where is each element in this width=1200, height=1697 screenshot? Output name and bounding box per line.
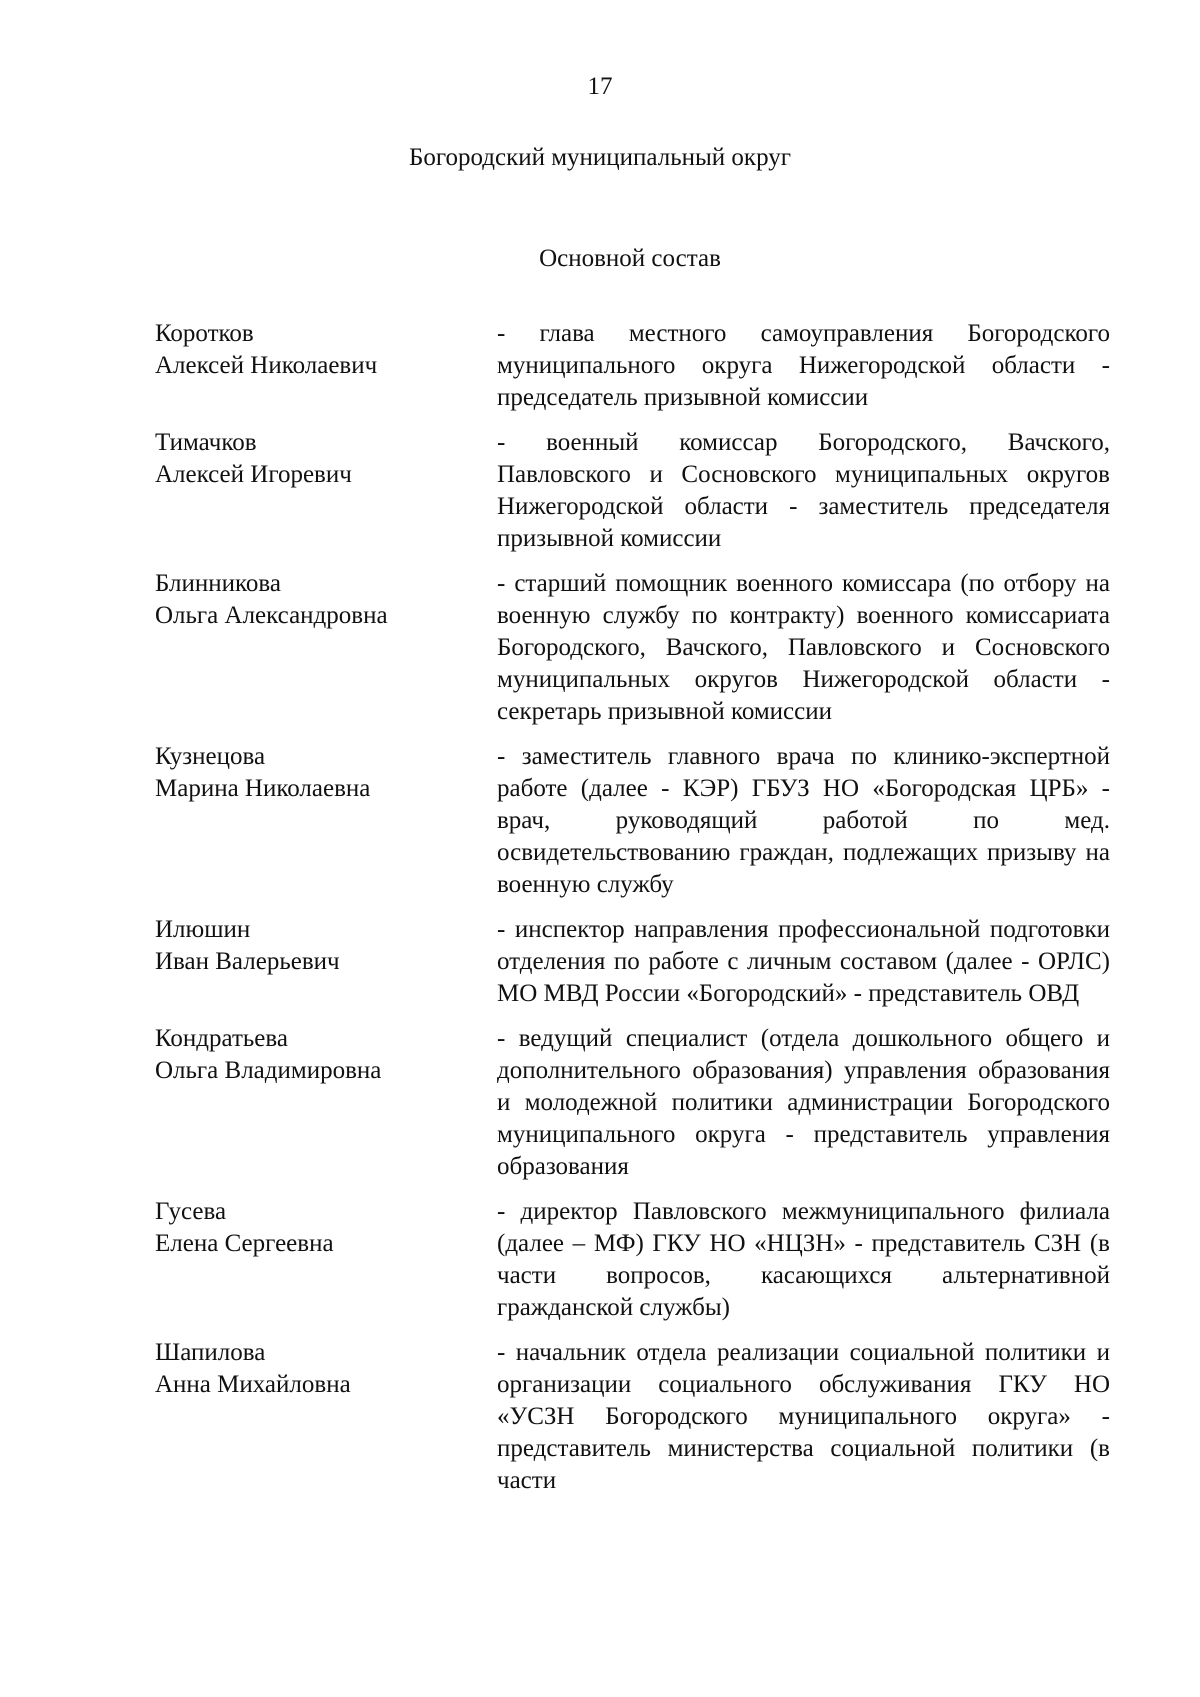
member-row — [155, 318, 1110, 414]
member-surname: Коротков — [155, 320, 254, 347]
member-given-names: Алексей Игоревич — [155, 461, 352, 488]
member-name — [155, 1196, 497, 1324]
member-row — [155, 1196, 1110, 1324]
member-surname: Тимачков — [155, 429, 257, 456]
member-role: - ведущий специалист (отдела дошкольного общего и дополнительного образования) управления образования и молодежной политики администрации Богородского муниципального округа - представитель управления образования — [497, 1025, 1110, 1180]
member-given-names: Елена Сергеевна — [155, 1230, 334, 1257]
member-given-names: Алексей Николаевич — [155, 352, 378, 379]
member-name — [155, 568, 497, 728]
member-row — [155, 741, 1110, 901]
member-name — [155, 914, 497, 1010]
member-role: - глава местного самоуправления Богородского муниципального округа Нижегородской области - председатель призывной комиссии — [497, 320, 1110, 411]
member-name — [155, 1337, 497, 1497]
member-surname: Илюшин — [155, 916, 251, 943]
member-row — [155, 427, 1110, 555]
members-list — [155, 318, 1110, 1510]
member-given-names: Ольга Владимировна — [155, 1057, 382, 1084]
district-title: Богородский муниципальный округ — [408, 144, 792, 171]
page-number: 17 — [587, 73, 613, 100]
member-given-names: Марина Николаевна — [155, 775, 371, 802]
composition-title: Основной состав — [539, 245, 721, 272]
member-given-names: Ольга Александровна — [155, 602, 388, 629]
member-surname: Гусева — [155, 1198, 227, 1225]
member-surname: Кузнецова — [155, 743, 266, 770]
member-row — [155, 914, 1110, 1010]
member-role: - старший помощник военного комиссара (по отбору на военную службу по контракту) военного комиссариата Богородского, Вачского, Павловского и Сосновского муниципальных округов Нижегородской области - секретарь призывной комиссии — [497, 570, 1110, 725]
member-surname: Блинникова — [155, 570, 281, 597]
member-given-names: Анна Михайловна — [155, 1371, 351, 1398]
member-role: - директор Павловского межмуниципального филиала (далее – МФ) ГКУ НО «НЦЗН» - представитель СЗН (в части вопросов, касающихся альтернативной гражданской службы) — [497, 1198, 1110, 1321]
member-surname: Кондратьева — [155, 1025, 288, 1052]
member-name — [155, 1023, 497, 1183]
member-given-names: Иван Валерьевич — [155, 948, 340, 975]
member-role: - заместитель главного врача по клинико-экспертной работе (далее - КЭР) ГБУЗ НО «Богородская ЦРБ» - врач, руководящий работой по мед. освидетельствованию граждан, подлежащих призыву на военную службу — [497, 743, 1110, 898]
member-row — [155, 568, 1110, 728]
member-surname: Шапилова — [155, 1339, 266, 1366]
member-name — [155, 318, 497, 414]
member-name — [155, 741, 497, 901]
member-row — [155, 1337, 1110, 1497]
member-row — [155, 1023, 1110, 1183]
member-role: - инспектор направления профессиональной подготовки отделения по работе с личным составом (далее - ОРЛС) МО МВД России «Богородский» - представитель ОВД — [497, 916, 1110, 1007]
member-name — [155, 427, 497, 555]
member-role: - начальник отдела реализации социальной политики и организации социального обслуживания ГКУ НО «УСЗН Богородского муниципального округа» - представитель министерства социальной политики (в части — [497, 1339, 1110, 1494]
member-role: - военный комиссар Богородского, Вачского, Павловского и Сосновского муниципальных округов Нижегородской области - заместитель председателя призывной комиссии — [497, 429, 1110, 552]
